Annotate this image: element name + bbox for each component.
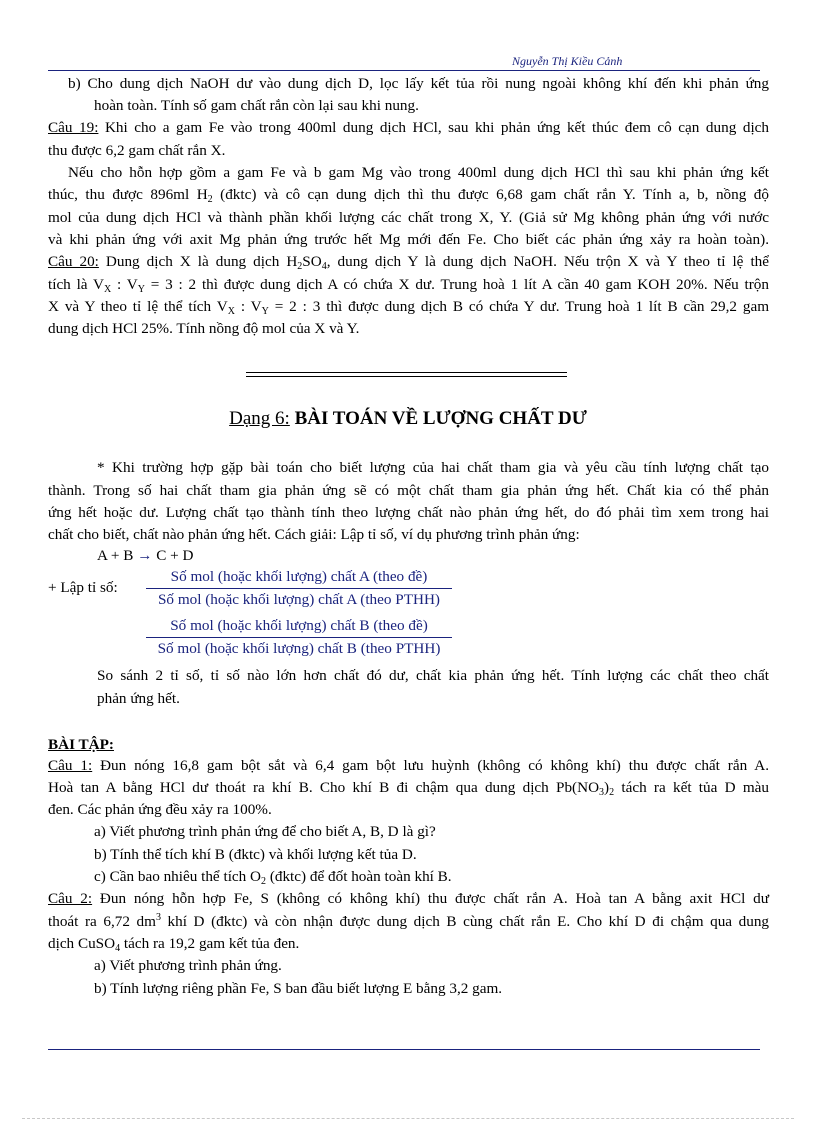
- cau19-l4sub: 2: [207, 194, 213, 205]
- cau19-line2: thu được 6,2 gam chất rắn X.: [48, 142, 226, 159]
- fraction2-bar: [146, 637, 452, 638]
- section-heading: BÀI TOÁN VỀ LƯỢNG CHẤT DƯ: [289, 408, 587, 429]
- cau2-l2sup: 3: [155, 912, 161, 923]
- cau1-line3: đen. Các phản ứng đều xảy ra 100%.: [48, 801, 272, 818]
- section-prefix: Dạng 6:: [229, 408, 290, 429]
- cau20-l3sub: X: [227, 306, 235, 317]
- cau20-l2a: tích là V: [48, 276, 105, 293]
- cau20-line4: dung dịch HCl 25%. Tính nồng độ mol của X và Y.: [48, 320, 360, 337]
- cau1-part-b: b) Tính thể tích khí B (đktc) và khối lượng kết tủa D.: [94, 846, 417, 863]
- cau2-label: Câu 2:: [48, 890, 93, 907]
- cau19-label: Câu 19:: [48, 119, 99, 136]
- cau1-line1: [48, 756, 769, 776]
- eq-right: C + D: [156, 547, 194, 564]
- prev-question-b-line2: hoàn toàn. Tính số gam chất rắn còn lại sau khi nung.: [94, 97, 419, 114]
- cau1-l2c: tách ra kết tủa D màu: [614, 779, 769, 796]
- cau20-line2: [48, 275, 769, 295]
- eq-arrow: →: [133, 547, 157, 564]
- intro-line1: * Khi trường hợp gặp bài toán cho biết lượng của hai chất tham gia và yêu cầu tính lượng chất tạo: [97, 459, 769, 476]
- cau2-l2a: thoát ra 6,72 dm: [48, 913, 156, 930]
- cau19-text1: Khi cho a gam Fe vào trong 400ml dung dịch HCl, sau khi phản ứng kết thúc đem cô cạn dung dịch: [98, 119, 769, 136]
- eq-left: A + B: [97, 547, 134, 564]
- compare-line1: So sánh 2 tỉ số, tỉ số nào lớn hơn chất đó dư, chất kia phản ứng hết. Tính lượng các chất theo chất: [97, 667, 769, 684]
- intro-line2: thành. Trong số hai chất tham gia phản ứng sẽ có một chất tham gia phản ứng hết. Chất kia có thể phản: [48, 482, 769, 499]
- fraction2-numerator: Số mol (hoặc khối lượng) chất B (theo đề): [170, 617, 428, 634]
- cau1-l2sub2: 2: [609, 787, 615, 798]
- cau19-l4a: thúc, thu được 896ml H: [48, 186, 208, 203]
- cau2-text1: Đun nóng hỗn hợp Fe, S (không có không khí) thu được chất rắn A. Hoà tan A bằng axit HCl dư: [92, 890, 769, 907]
- cau1-c-sub: 2: [261, 876, 267, 887]
- cau1-l2sub: 3: [599, 787, 605, 798]
- intro-line4: chất cho biết, chất nào phản ứng hết. Cách giải: Lập tỉ số, ví dụ phương trình phản ứng:: [48, 526, 580, 543]
- cau1-label: Câu 1:: [48, 757, 93, 774]
- intro-line3: ứng hết hoặc dư. Lượng chất tạo thành tính theo lượng chất nào phản ứng hết, do đó phải tìm xem trong hai: [48, 504, 769, 521]
- cau1-part-a: a) Viết phương trình phản ứng để cho biết A, B, D là gì?: [94, 823, 436, 840]
- section-title: [0, 408, 816, 430]
- ratio-label: + Lập tỉ số:: [48, 579, 118, 596]
- cau2-line2: [48, 912, 769, 932]
- cau20-l3sub2: Y: [261, 306, 269, 317]
- exercises-heading: BÀI TẬP:: [48, 736, 114, 753]
- cau2-line3: [48, 934, 769, 954]
- cau2-l3sub: 4: [115, 943, 121, 954]
- prev-question-b-line1: b) Cho dung dịch NaOH dư vào dung dịch D, lọc lấy kết tủa rồi nung ngoài không khí đến khi phản ứng: [68, 75, 769, 92]
- fraction1-denominator: Số mol (hoặc khối lượng) chất A (theo PTHH): [157, 591, 440, 608]
- cau20-l3c: = 2 : 3 thì được dung dịch B có chứa Y dư. Trung hoà 1 lít B cần 29,2 gam: [268, 298, 770, 315]
- cau19-l4b: (đktc) và cô cạn dung dịch thì thu được 6,68 gam chất rắn Y. Tính a, b, nồng độ: [212, 186, 769, 203]
- cau20-l2sub: X: [104, 284, 112, 295]
- cau20-line1: [48, 252, 769, 272]
- cau20-l2c: = 3 : 2 thì được dung dịch A có chứa X dư. Trung hoà 1 lít A cần 40 gam KOH 20%. Nếu trộn: [145, 276, 769, 293]
- fraction2-denominator: Số mol (hoặc khối lượng) chất B (theo PTHH): [157, 640, 441, 657]
- cau19-line5: mol của dung dịch HCl và thành phần khối lượng các chất trong X, Y. (Giả sử Mg không phản ứng với nước: [48, 209, 769, 226]
- page-edge: [22, 1118, 794, 1119]
- cau1-c-b: (đktc) để đốt hoàn toàn khí B.: [266, 868, 452, 885]
- cau20-l1sub2: 4: [321, 261, 327, 272]
- cau20-l1sub: 2: [297, 261, 303, 272]
- cau1-text1: Đun nóng 16,8 gam bột sắt và 6,4 gam bột lưu huỳnh (không có không khí) thu được chất rắn A.: [92, 757, 769, 774]
- cau20-l2b: : V: [111, 276, 138, 293]
- author-name: Nguyễn Thị Kiều Cảnh: [512, 54, 623, 68]
- cau19-line3: Nếu cho hỗn hợp gồm a gam Fe và b gam Mg vào trong 400ml dung dịch HCl thì sau khi phản ứng kết: [68, 164, 769, 181]
- header-rule: [48, 70, 760, 71]
- cau19-line6: và khi phản ứng với axit Mg phản ứng trước hết Mg mới đến Fe. Cho biết các phản ứng xảy ra hoàn toàn).: [48, 231, 769, 248]
- cau2-part-b: b) Tính lượng riêng phần Fe, S ban đầu biết lượng E bằng 3,2 gam.: [94, 980, 503, 997]
- cau20-line3: [48, 297, 769, 317]
- cau2-l2b: khí D (đktc) và còn nhận được dung dịch B cùng chất rắn E. Cho khí D đi chậm qua dung: [160, 913, 770, 930]
- cau20-l1b: SO: [302, 253, 322, 270]
- cau2-l3b: tách ra 19,2 gam kết tủa đen.: [120, 935, 300, 952]
- cau20-label: Câu 20:: [48, 253, 99, 270]
- cau1-l2a: Hoà tan A bằng HCl dư thoát ra khí B. Cho khí B đi chậm qua dung dịch Pb(NO: [48, 779, 600, 796]
- compare-line2: phản ứng hết.: [97, 690, 180, 707]
- cau1-part-c: [94, 867, 769, 887]
- section-divider: [246, 372, 567, 377]
- cau19-line4: [48, 185, 769, 205]
- cau20-l1c: , dung dịch Y là dung dịch NaOH. Nếu trộn X và Y theo tỉ lệ thể: [326, 253, 769, 270]
- cau1-c-a: c) Cần bao nhiêu thể tích O: [94, 868, 262, 885]
- cau2-line1: [48, 889, 769, 909]
- cau20-l3a: X và Y theo tỉ lệ thể tích V: [48, 298, 228, 315]
- footer-rule: [48, 1049, 760, 1050]
- cau2-l3a: dịch CuSO: [48, 935, 116, 952]
- cau20-l1a: Dung dịch X là dung dịch H: [98, 253, 298, 270]
- cau20-l3b: : V: [234, 298, 262, 315]
- cau1-line2: [48, 778, 769, 798]
- cau19-line1: [48, 118, 769, 138]
- fraction1-numerator: Số mol (hoặc khối lượng) chất A (theo đề): [170, 568, 428, 585]
- cau2-part-a: a) Viết phương trình phản ứng.: [94, 957, 282, 974]
- cau20-l2sub2: Y: [137, 284, 145, 295]
- fraction1-bar: [146, 588, 452, 589]
- cau1-l2b: ): [604, 779, 610, 796]
- reaction-equation: [97, 546, 769, 566]
